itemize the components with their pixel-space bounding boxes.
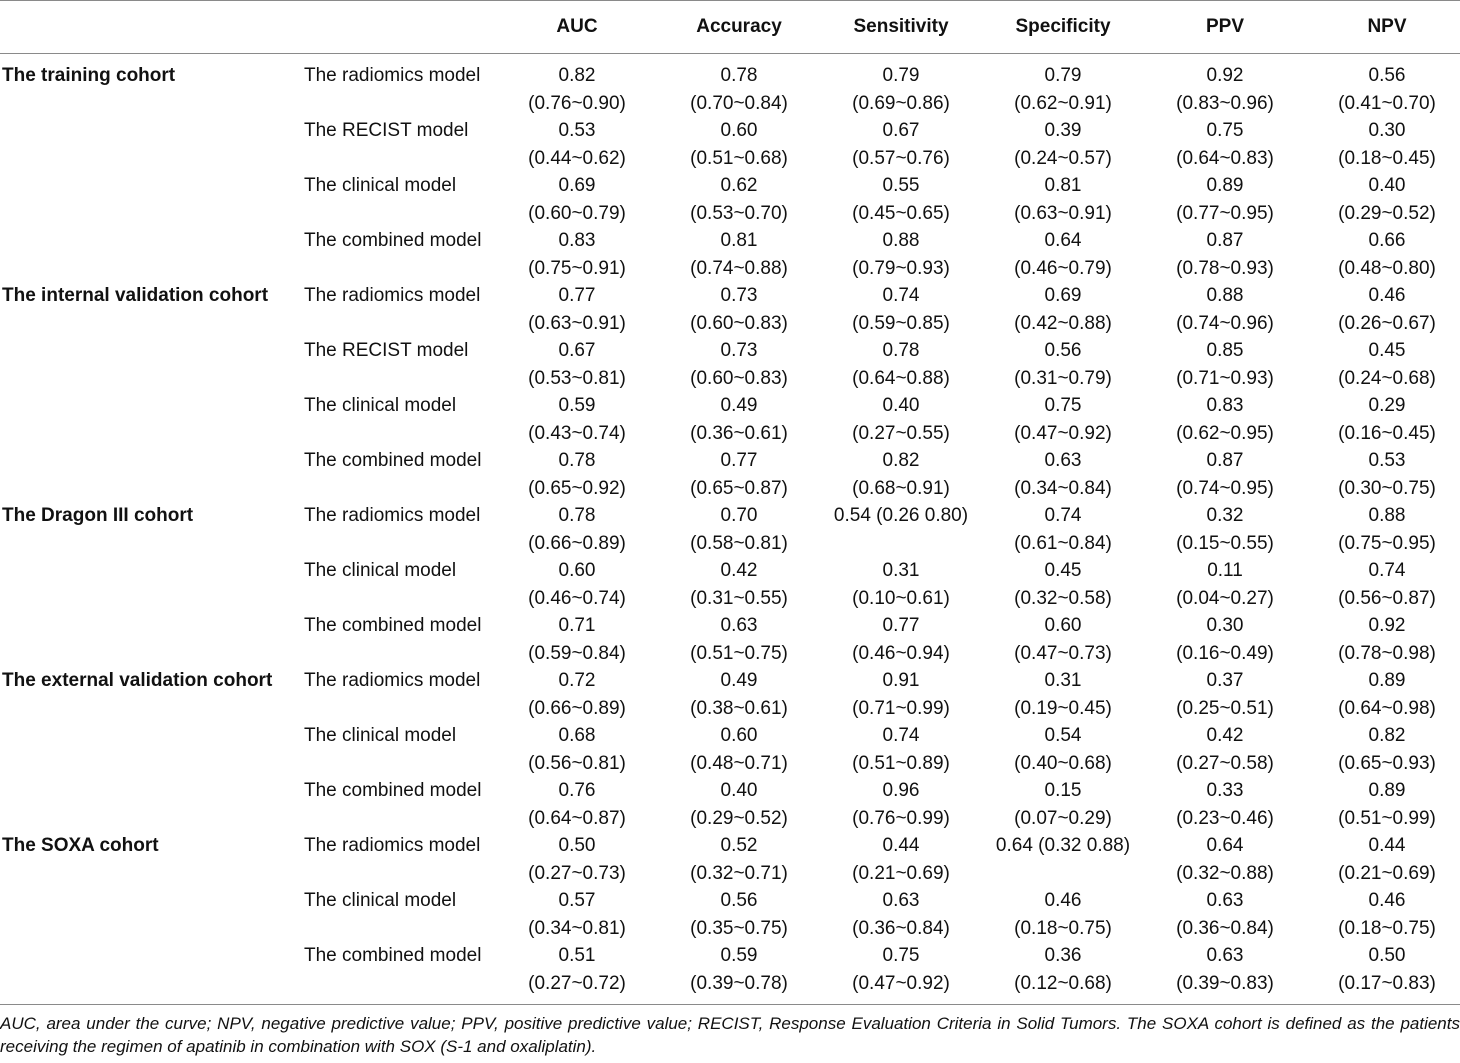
metric-cell: 0.66 (0.48~0.80) (1338, 230, 1436, 279)
model-label: The clinical model (304, 175, 457, 196)
metric-cell: 0.60 (0.48~0.71) (690, 725, 788, 774)
metric-cell: 0.68 (0.56~0.81) (528, 725, 626, 774)
model-label: The combined model (304, 945, 482, 966)
metric-cell: 0.81 (0.74~0.88) (690, 230, 788, 279)
metric-cell: 0.88 (0.79~0.93) (852, 230, 950, 279)
col-header-accuracy: Accuracy (696, 16, 782, 37)
model-label: The RECIST model (304, 340, 469, 361)
cohort-label: The Dragon III cohort (2, 505, 194, 526)
table-row (0, 667, 1460, 722)
metric-cell: 0.78 (0.65~0.92) (528, 450, 626, 499)
model-label: The clinical model (304, 560, 457, 581)
metric-cell: 0.77 (0.46~0.94) (852, 615, 950, 664)
metric-cell: 0.75 (0.64~0.83) (1176, 120, 1274, 169)
metric-cell: 0.82 (0.68~0.91) (852, 450, 950, 499)
table-row (0, 777, 1460, 832)
metric-cell: 0.89 (0.51~0.99) (1338, 780, 1436, 829)
metric-cell: 0.74 (0.59~0.85) (852, 285, 950, 334)
metric-cell: 0.59 (0.39~0.78) (690, 945, 788, 994)
metric-cell: 0.56 (0.35~0.75) (690, 890, 788, 939)
metric-cell: 0.44 (0.21~0.69) (852, 835, 950, 884)
metric-cell: 0.54 (0.40~0.68) (1014, 725, 1112, 774)
model-label: The radiomics model (304, 670, 481, 691)
model-label: The clinical model (304, 395, 457, 416)
metric-cell: 0.50 (0.17~0.83) (1338, 945, 1436, 994)
metric-cell: 0.69 (0.60~0.79) (528, 175, 626, 224)
metric-cell: 0.78 (0.70~0.84) (690, 65, 788, 114)
metric-cell: 0.42 (0.31~0.55) (690, 560, 788, 609)
metric-cell: 0.56 (0.41~0.70) (1338, 65, 1436, 114)
table-row (0, 502, 1460, 557)
metric-cell: 0.52 (0.32~0.71) (690, 835, 788, 884)
metric-cell: 0.70 (0.58~0.81) (690, 505, 788, 554)
metric-cell: 0.53 (0.30~0.75) (1338, 450, 1436, 499)
metric-cell: 0.55 (0.45~0.65) (852, 175, 950, 224)
col-header-npv: NPV (1367, 16, 1407, 37)
table-row (0, 62, 1460, 117)
metric-cell: 0.31 (0.19~0.45) (1014, 670, 1112, 719)
metric-cell: 0.49 (0.36~0.61) (690, 395, 788, 444)
metric-cell: 0.11 (0.04~0.27) (1176, 560, 1274, 609)
metric-cell: 0.73 (0.60~0.83) (690, 285, 788, 334)
metric-cell: 0.74 (0.51~0.89) (852, 725, 950, 774)
col-header-specificity: Specificity (1015, 16, 1111, 37)
metric-cell: 0.79 (0.62~0.91) (1014, 65, 1112, 114)
metric-cell: 0.63 (0.51~0.75) (690, 615, 788, 664)
metric-cell: 0.30 (0.18~0.45) (1338, 120, 1436, 169)
cohort-label: The SOXA cohort (2, 835, 159, 856)
metric-cell: 0.40 (0.29~0.52) (1338, 175, 1436, 224)
table-row (0, 392, 1460, 447)
table-row (0, 337, 1460, 392)
metric-cell: 0.67 (0.57~0.76) (852, 120, 950, 169)
metric-cell: 0.77 (0.65~0.87) (690, 450, 788, 499)
metric-cell: 0.87 (0.78~0.93) (1176, 230, 1274, 279)
table-row (0, 227, 1460, 282)
metric-cell: 0.77 (0.63~0.91) (528, 285, 626, 334)
metric-cell: 0.33 (0.23~0.46) (1176, 780, 1274, 829)
table-row (0, 117, 1460, 172)
metric-cell: 0.45 (0.24~0.68) (1338, 340, 1436, 389)
metric-cell: 0.64 (0.32~0.88) (1176, 835, 1274, 884)
model-label: The radiomics model (304, 285, 481, 306)
model-label: The clinical model (304, 890, 457, 911)
metric-cell: 0.73 (0.60~0.83) (690, 340, 788, 389)
metric-cell: 0.87 (0.74~0.95) (1176, 450, 1274, 499)
metric-cell: 0.46 (0.18~0.75) (1338, 890, 1436, 939)
metric-cell: 0.37 (0.25~0.51) (1176, 670, 1274, 719)
metric-cell: 0.54 (0.26 0.80) (833, 505, 969, 526)
metric-cell: 0.56 (0.31~0.79) (1014, 340, 1112, 389)
metric-cell: 0.51 (0.27~0.72) (528, 945, 626, 994)
table-row (0, 942, 1460, 997)
metric-cell: 0.45 (0.32~0.58) (1014, 560, 1112, 609)
metric-cell: 0.44 (0.21~0.69) (1338, 835, 1436, 884)
metric-cell: 0.91 (0.71~0.99) (852, 670, 950, 719)
model-label: The combined model (304, 230, 482, 251)
metric-cell: 0.82 (0.65~0.93) (1338, 725, 1436, 774)
metric-cell: 0.63 (0.36~0.84) (1176, 890, 1274, 939)
metric-cell: 0.50 (0.27~0.73) (528, 835, 626, 884)
cohort-label: The internal validation cohort (2, 285, 269, 306)
cohort-label: The external validation cohort (2, 670, 273, 691)
metric-cell: 0.29 (0.16~0.45) (1338, 395, 1436, 444)
table-row (0, 282, 1460, 337)
col-header-auc: AUC (556, 16, 598, 37)
metric-cell: 0.53 (0.44~0.62) (528, 120, 626, 169)
table-row (0, 887, 1460, 942)
metric-cell: 0.60 (0.51~0.68) (690, 120, 788, 169)
metric-cell: 0.36 (0.12~0.68) (1014, 945, 1112, 994)
model-label: The combined model (304, 615, 482, 636)
metric-cell: 0.74 (0.56~0.87) (1338, 560, 1436, 609)
col-header-sensitivity: Sensitivity (853, 16, 949, 37)
metric-cell: 0.92 (0.83~0.96) (1176, 65, 1274, 114)
model-label: The radiomics model (304, 65, 481, 86)
metric-cell: 0.30 (0.16~0.49) (1176, 615, 1274, 664)
metric-cell: 0.74 (0.61~0.84) (1014, 505, 1112, 554)
metric-cell: 0.81 (0.63~0.91) (1014, 175, 1112, 224)
metric-cell: 0.31 (0.10~0.61) (852, 560, 950, 609)
metric-cell: 0.72 (0.66~0.89) (528, 670, 626, 719)
metric-cell: 0.40 (0.29~0.52) (690, 780, 788, 829)
metric-cell: 0.32 (0.15~0.55) (1176, 505, 1274, 554)
header-rule (0, 53, 1460, 54)
metric-cell: 0.42 (0.27~0.58) (1176, 725, 1274, 774)
model-label: The combined model (304, 780, 482, 801)
metric-cell: 0.76 (0.64~0.87) (528, 780, 626, 829)
metric-cell: 0.82 (0.76~0.90) (528, 65, 626, 114)
metric-cell: 0.59 (0.43~0.74) (528, 395, 626, 444)
metric-cell: 0.40 (0.27~0.55) (852, 395, 950, 444)
table-row (0, 832, 1460, 887)
table-row (0, 612, 1460, 667)
metric-cell: 0.63 (0.36~0.84) (852, 890, 950, 939)
metric-cell: 0.96 (0.76~0.99) (852, 780, 950, 829)
model-label: The radiomics model (304, 505, 481, 526)
metric-cell: 0.85 (0.71~0.93) (1176, 340, 1274, 389)
model-label: The radiomics model (304, 835, 481, 856)
model-label: The RECIST model (304, 120, 469, 141)
table-row (0, 172, 1460, 227)
model-label: The combined model (304, 450, 482, 471)
metric-cell: 0.49 (0.38~0.61) (690, 670, 788, 719)
metric-cell: 0.83 (0.75~0.91) (528, 230, 626, 279)
metric-cell: 0.46 (0.26~0.67) (1338, 285, 1436, 334)
metric-cell: 0.39 (0.24~0.57) (1014, 120, 1112, 169)
metric-cell: 0.63 (0.34~0.84) (1014, 450, 1112, 499)
metric-cell: 0.79 (0.69~0.86) (852, 65, 950, 114)
metric-cell: 0.88 (0.75~0.95) (1338, 505, 1436, 554)
table-row (0, 557, 1460, 612)
metric-cell: 0.89 (0.77~0.95) (1176, 175, 1274, 224)
metric-cell: 0.71 (0.59~0.84) (528, 615, 626, 664)
metric-cell: 0.83 (0.62~0.95) (1176, 395, 1274, 444)
metric-cell: 0.89 (0.64~0.98) (1338, 670, 1436, 719)
metric-cell: 0.57 (0.34~0.81) (528, 890, 626, 939)
metric-cell: 0.78 (0.66~0.89) (528, 505, 626, 554)
cohort-label: The training cohort (2, 65, 176, 86)
table-header (0, 0, 1460, 53)
metric-cell: 0.63 (0.39~0.83) (1176, 945, 1274, 994)
metric-cell: 0.75 (0.47~0.92) (852, 945, 950, 994)
metric-cell: 0.60 (0.47~0.73) (1014, 615, 1112, 664)
metric-cell: 0.75 (0.47~0.92) (1014, 395, 1112, 444)
metric-cell: 0.92 (0.78~0.98) (1338, 615, 1436, 664)
table-bottom-rule (0, 1004, 1460, 1005)
metric-cell: 0.69 (0.42~0.88) (1014, 285, 1112, 334)
metric-cell: 0.67 (0.53~0.81) (528, 340, 626, 389)
table-row (0, 447, 1460, 502)
metric-cell: 0.64 (0.46~0.79) (1014, 230, 1112, 279)
table-row (0, 722, 1460, 777)
metric-cell: 0.64 (0.32 0.88) (995, 835, 1131, 856)
metric-cell: 0.46 (0.18~0.75) (1014, 890, 1112, 939)
metric-cell: 0.60 (0.46~0.74) (528, 560, 626, 609)
col-header-ppv: PPV (1205, 16, 1245, 37)
table-body (0, 62, 1460, 997)
model-label: The clinical model (304, 725, 457, 746)
metric-cell: 0.78 (0.64~0.88) (852, 340, 950, 389)
metric-cell: 0.15 (0.07~0.29) (1014, 780, 1112, 829)
metric-cell: 0.88 (0.74~0.96) (1176, 285, 1274, 334)
table-footnote: AUC, area under the curve; NPV, negative predictive value; PPV, positive predictive value; RECIST, Response Evaluation Criteria in Solid Tumors. The SOXA cohort is defined as the patients receiving the regimen of apatinib in combination with SOX (S-1 and oxaliplatin). (0, 1014, 1460, 1056)
metric-cell: 0.62 (0.53~0.70) (690, 175, 788, 224)
